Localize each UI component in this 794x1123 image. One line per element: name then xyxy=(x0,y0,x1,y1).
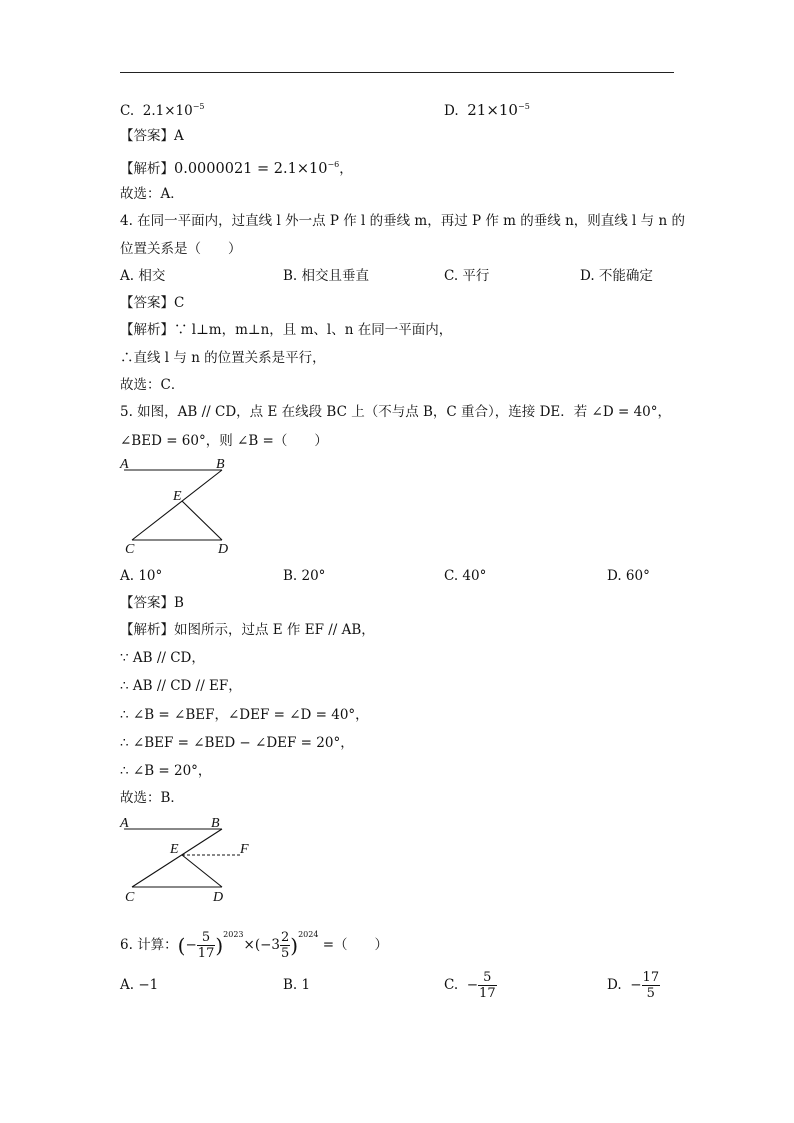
q4-option-b: B. 相交且垂直 xyxy=(283,268,370,284)
q5-figure-1 xyxy=(116,456,246,556)
q5-figure-2 xyxy=(116,811,266,911)
fraction-5-17 xyxy=(197,930,216,961)
q6-prefix: 6. 计算： xyxy=(120,937,178,953)
segment-ed xyxy=(182,855,222,887)
header-rule xyxy=(120,72,674,73)
q5-stem-line1: 5. 如图，AB // CD，点 E 在线段 BC 上（不与点 B，C 重合），连接 DE．若 ∠D = 40°， xyxy=(120,404,671,420)
exponent: −5 xyxy=(517,102,530,111)
fraction-2-5 xyxy=(280,930,290,961)
option-label: C. xyxy=(120,103,135,119)
analysis-expression: 0.0000021 = 2.1×10 xyxy=(174,161,328,177)
q5-analysis-line4: ∴ ∠B = ∠BEF，∠DEF = ∠D = 40°， xyxy=(120,707,369,723)
multiply-term: ×(−3 xyxy=(243,937,280,953)
q5-analysis-line6: ∴ ∠B = 20°， xyxy=(120,763,212,779)
q6-suffix: =（ ） xyxy=(318,937,389,953)
paren-close: ) xyxy=(290,933,299,958)
q4-stem-line1: 4. 在同一平面内，过直线 l 外一点 P 作 l 的垂线 m，再过 P 作 m 的垂线 n，则直线 l 与 n 的 xyxy=(120,213,685,229)
exponent: 2024 xyxy=(298,930,319,939)
q4-answer: 【答案】C xyxy=(120,295,185,311)
minus-sign: − xyxy=(185,937,197,953)
numerator: 17 xyxy=(642,970,660,985)
point-label-a: A xyxy=(120,457,129,472)
numerator: 2 xyxy=(281,930,290,945)
q5-option-b: B. 20° xyxy=(283,568,326,584)
q5-analysis-line1: 【解析】如图所示，过点 E 作 EF // AB， xyxy=(120,622,375,638)
q5-option-d: D. 60° xyxy=(607,568,650,584)
segment-bc xyxy=(132,470,222,540)
q3-option-c xyxy=(120,98,205,120)
point-label-b: B xyxy=(216,457,225,472)
q4-analysis-line2: ∴直线 l 与 n 的位置关系是平行， xyxy=(120,350,326,366)
q5-answer: 【答案】B xyxy=(120,595,184,611)
segment-bc xyxy=(132,829,222,887)
denominator: 5 xyxy=(646,986,655,1001)
q5-analysis-line2: ∵ AB // CD， xyxy=(120,650,205,666)
q4-option-a: A. 相交 xyxy=(120,268,166,284)
point-label-b: B xyxy=(211,816,220,831)
fraction-17-5 xyxy=(642,970,661,1001)
q6-option-d: D. − $\frac{17}{5}$ xyxy=(607,970,660,1001)
fraction-5-17 xyxy=(478,970,497,1001)
numerator: 5 xyxy=(197,930,216,946)
option-label: D. xyxy=(444,103,459,119)
exponent: −5 xyxy=(192,102,205,111)
analysis-label: 【解析】 xyxy=(120,161,174,177)
exponent: 2023 xyxy=(223,930,244,939)
q5-option-c: C. 40° xyxy=(444,568,487,584)
exponent: −6 xyxy=(327,160,340,169)
q6-option-c: C. − $\frac{5}{17}$ xyxy=(444,970,496,1001)
point-label-c: C xyxy=(125,542,135,556)
denominator: 5 xyxy=(281,946,290,961)
denominator: 17 xyxy=(479,986,496,1001)
option-d-value: 21×10 xyxy=(467,101,518,119)
option-c-value: 2.1×10 xyxy=(142,103,193,119)
q4-option-d: D. 不能确定 xyxy=(580,268,653,284)
q5-analysis-line3: ∴ AB // CD // EF， xyxy=(120,678,242,694)
q4-analysis-line1: 【解析】∵ l⊥m，m⊥n，且 m、l、n 在同一平面内， xyxy=(120,322,453,338)
q4-stem-line2: 位置关系是（ ） xyxy=(120,241,242,257)
paren-open: ( xyxy=(177,933,186,958)
q4-conclusion: 故选：C． xyxy=(120,377,185,393)
point-label-a: A xyxy=(120,816,129,831)
q6-stem xyxy=(120,918,388,963)
point-label-d: D xyxy=(218,542,229,556)
numerator: 5 xyxy=(478,970,497,986)
paren-close: ) xyxy=(215,933,224,958)
q5-analysis-line5: ∴ ∠BEF = ∠BED − ∠DEF = 20°， xyxy=(120,735,354,751)
q6-option-a: A. −1 xyxy=(120,977,159,993)
point-label-e: E xyxy=(170,842,179,857)
point-label-c: C xyxy=(125,890,135,905)
segment-ed xyxy=(182,501,222,540)
punctuation: ， xyxy=(339,161,353,177)
q5-option-a: A. 10° xyxy=(120,568,163,584)
q5-conclusion: 故选：B． xyxy=(120,790,184,806)
q3-answer: 【答案】A xyxy=(120,128,184,144)
point-label-d: D xyxy=(213,890,224,905)
q5-stem-line2: ∠BED = 60°，则 ∠B =（ ） xyxy=(120,433,328,449)
point-label-e: E xyxy=(173,489,182,504)
q3-conclusion: 故选：A． xyxy=(120,186,184,202)
option-label: C. xyxy=(444,977,459,993)
option-label: D. xyxy=(607,977,622,993)
q6-option-b: B. 1 xyxy=(283,977,311,993)
q3-analysis xyxy=(120,156,353,178)
q4-option-c: C. 平行 xyxy=(444,268,490,284)
denominator: 17 xyxy=(197,946,215,961)
q3-option-d xyxy=(444,98,530,120)
point-label-f: F xyxy=(240,842,249,857)
